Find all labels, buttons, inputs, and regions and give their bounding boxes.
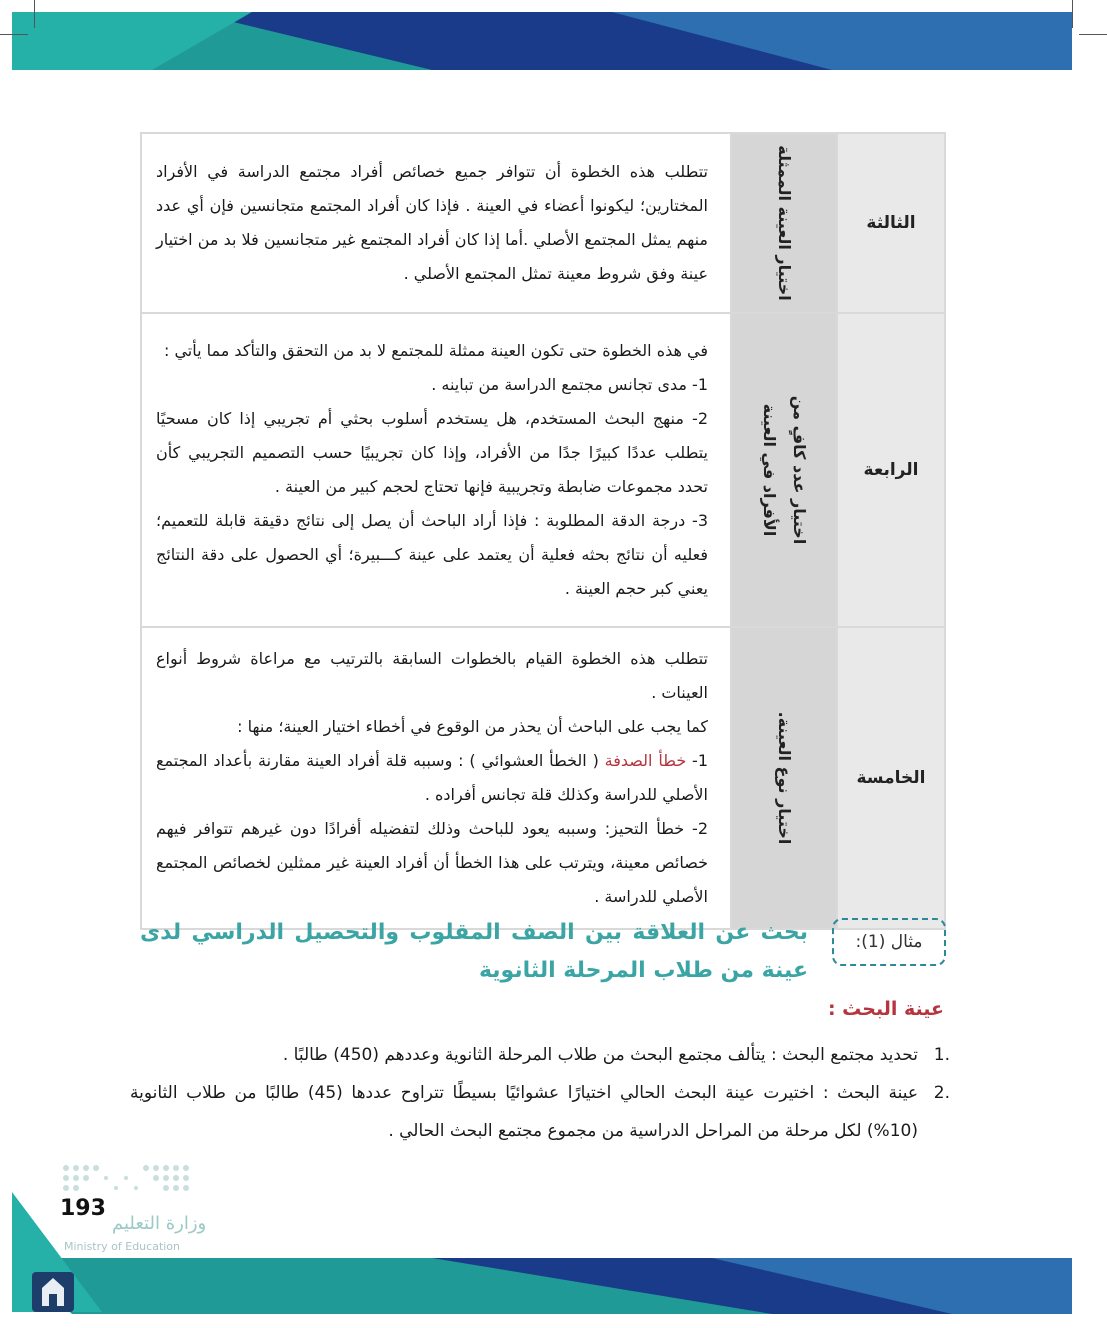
sample-list	[130, 1036, 950, 1150]
error-term: خطأ الصدفة	[604, 751, 687, 770]
section-heading: عينة البحث :	[827, 998, 944, 1020]
table-row	[141, 313, 945, 627]
crop-mark	[1079, 34, 1107, 35]
step-description	[141, 313, 731, 627]
step-title-cell	[731, 313, 837, 627]
step-title	[769, 712, 799, 845]
institution-logo-icon	[30, 1268, 76, 1316]
error-description: ( الخطأ العشوائي ) : وسببه قلة أفراد العينة مقارنة بأعداد المجتمع الأصلي للدراسة وكذلك قلة تجانس أفراده .	[156, 751, 708, 804]
step-title-line: الأفراد في العينة	[760, 403, 779, 537]
step-description	[141, 627, 731, 929]
step-paragraph: 1- مدى تجانس مجتمع الدراسة من تباينه .	[431, 375, 708, 394]
step-paragraph: كما يجب على الباحث أن يحذر من الوقوع في أخطاء اختيار العينة؛ منها :	[237, 717, 708, 736]
table-row	[141, 627, 945, 929]
list-text: عينة البحث : اختيرت عينة البحث الحالي اختيارًا عشوائيًا بسيطًا تتراوح عددها (45) طالبًا من طلاب الثانوية (10%) لكل مرحلة من المراحل الدراسية من مجموع مجتمع البحث الحالي .	[130, 1083, 918, 1141]
list-marker: 1-	[686, 751, 708, 770]
list-item	[130, 1036, 950, 1074]
step-title-cell	[731, 627, 837, 929]
step-title-line: اختيار نوع العينة.	[775, 711, 794, 845]
example-title: بحث عن العلاقة بين الصف المقلوب والتحصيل الدراسي لدى عينة من طلاب المرحلة الثانوية	[140, 920, 808, 983]
step-paragraph	[156, 744, 708, 812]
step-paragraph: في هذه الخطوة حتى تكون العينة ممثلة للمجتمع لا بد من التحقق والتأكد مما يأتي :	[163, 341, 708, 360]
step-title-line: اختيار عدد كافٍ من	[790, 395, 809, 545]
step-title-line: اختيار العينة الممثلة	[775, 145, 794, 301]
step-title	[769, 145, 799, 300]
page-number: 193	[60, 1196, 106, 1221]
table-row	[141, 133, 945, 313]
sampling-steps-table	[140, 132, 946, 930]
ministry-name-ar: وزارة التعليم	[112, 1213, 207, 1234]
ministry-name-en: Ministry of Education	[64, 1240, 181, 1253]
step-paragraph: تتطلب هذه الخطوة القيام بالخطوات السابقة بالترتيب مع مراعاة شروط أنواع العينات .	[156, 649, 708, 702]
step-paragraph: 3- درجة الدقة المطلوبة : فإذا أراد الباحث أن يصل إلى نتائج دقيقة قابلة للتعميم؛ فعليه أن نتائج بحثه فعلية أن يعتمد على عينة كـــبيرة؛ أي الحصول على دقة النتائج يعني كبر حجم العينة .	[156, 511, 708, 598]
list-number: .1	[933, 1045, 950, 1065]
step-title-cell	[731, 133, 837, 313]
list-item	[130, 1074, 950, 1150]
crop-mark	[34, 0, 35, 28]
step-paragraph: تتطلب هذه الخطوة أن تتوافر جميع خصائص أفراد مجتمع الدراسة في الأفراد المختارين؛ ليكونوا أعضاء في العينة . فإذا كان أفراد المجتمع متجانسين فإن أي عدد منهم يمثل المجتمع الأصلي .أما إذا كان أفراد المجتمع غير متجانسين فلا بد من اختيار عينة وفق شروط معينة تمثل المجتمع الأصلي .	[156, 162, 708, 283]
list-number: .2	[933, 1083, 950, 1103]
crop-mark	[1072, 0, 1073, 28]
step-title	[754, 396, 814, 545]
crop-mark	[0, 34, 28, 35]
step-description	[141, 133, 731, 313]
step-label: الخامسة	[837, 627, 945, 929]
example-badge: مثال (1):	[832, 918, 946, 966]
list-text: تحديد مجتمع البحث : يتألف مجتمع البحث من طلاب المرحلة الثانوية وعددهم (450) طالبًا .	[282, 1045, 918, 1065]
top-banner	[12, 12, 1072, 70]
step-label: الرابعة	[837, 313, 945, 627]
step-paragraph: 2- خطأ التحيز: وسببه يعود للباحث وذلك لتفضيله أفرادًا دون غيرهم تتوافر فيهم خصائص معينة، ويترتب على هذا الخطأ أن أفراد العينة غير ممثلين لخصائص المجتمع الأصلي للدراسة .	[156, 819, 708, 906]
step-paragraph: 2- منهج البحث المستخدم، هل يستخدم أسلوب بحثي أم تجريبي إذا كان مسحيًا يتطلب عددًا كبيرًا جدًا من الأفراد، وإذا كان تجريبيًا حسب التصميم التجريبي كأن تحدد مجموعات ضابطة وتجريبية فإنها تحتاج لحجم كبير من العينة .	[156, 409, 708, 496]
bottom-banner	[12, 1258, 1072, 1314]
step-label: الثالثة	[837, 133, 945, 313]
